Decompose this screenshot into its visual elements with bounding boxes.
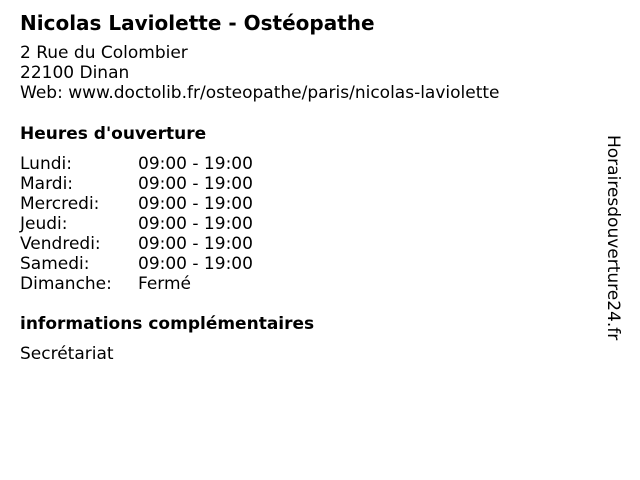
time-value: Fermé <box>138 274 192 294</box>
day-label: Samedi: <box>20 254 90 274</box>
page-title: Nicolas Laviolette - Ostéopathe <box>20 11 375 35</box>
site-watermark: Horairesdouverture24.fr <box>603 135 623 341</box>
day-label: Lundi: <box>20 154 72 174</box>
city-postal: 22100 Dinan <box>20 63 130 83</box>
day-label: Jeudi: <box>20 214 68 234</box>
hours-row-thursday <box>20 214 253 234</box>
day-label: Mercredi: <box>20 194 100 214</box>
address-block <box>20 43 500 103</box>
extra-info-heading: informations complémentaires <box>20 314 315 334</box>
day-label: Mardi: <box>20 174 74 194</box>
street-address: 2 Rue du Colombier <box>20 43 188 63</box>
time-value: 09:00 - 19:00 <box>138 174 253 194</box>
hours-row-saturday <box>20 254 253 274</box>
extra-info-text: Secrétariat <box>20 344 114 364</box>
time-value: 09:00 - 19:00 <box>138 214 253 234</box>
hours-row-tuesday <box>20 174 253 194</box>
hours-row-friday <box>20 234 253 254</box>
website-line[interactable]: Web: www.doctolib.fr/osteopathe/paris/nicolas-laviolette <box>20 83 500 103</box>
time-value: 09:00 - 19:00 <box>138 234 253 254</box>
day-label: Dimanche: <box>20 274 112 294</box>
day-label: Vendredi: <box>20 234 101 254</box>
hours-row-wednesday <box>20 194 253 214</box>
time-value: 09:00 - 19:00 <box>138 194 253 214</box>
hours-table <box>20 154 253 294</box>
time-value: 09:00 - 19:00 <box>138 254 253 274</box>
hours-row-monday <box>20 154 253 174</box>
time-value: 09:00 - 19:00 <box>138 154 253 174</box>
hours-row-sunday <box>20 274 253 294</box>
hours-heading: Heures d'ouverture <box>20 124 207 144</box>
